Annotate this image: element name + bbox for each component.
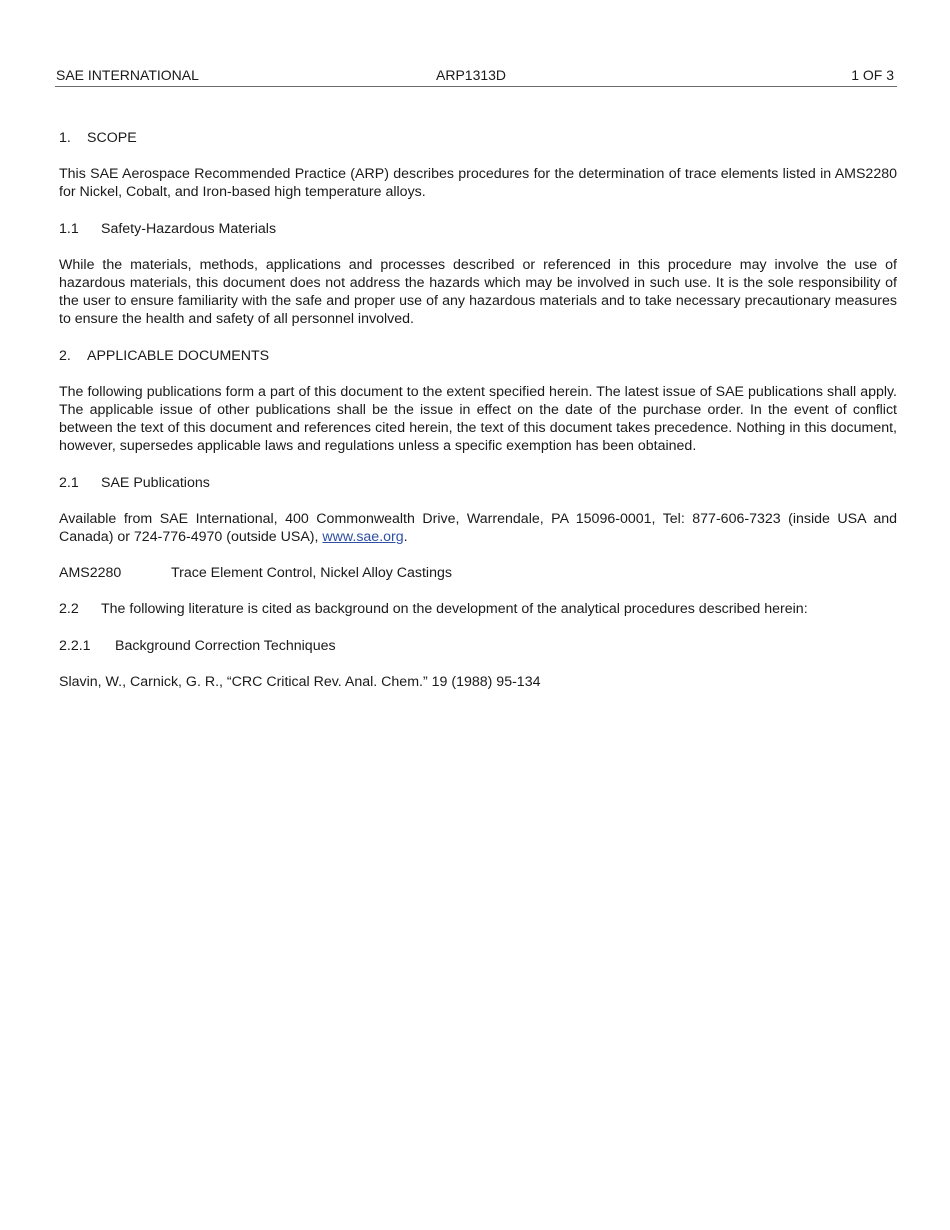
reference-row — [59, 564, 897, 582]
paragraph-text-end: . — [403, 529, 408, 546]
sae-website-link[interactable]: www.sae.org — [322, 529, 404, 546]
section-number: 1. — [59, 130, 71, 146]
section-2-heading — [59, 347, 897, 365]
section-2-2-heading — [59, 600, 897, 618]
header-organization: SAE INTERNATIONAL — [56, 67, 199, 83]
header-page-number: 1 OF 3 — [851, 67, 894, 83]
section-title: The following literature is cited as background on the development of the analytical procedures described herein: — [101, 601, 808, 618]
section-2-paragraph: The following publications form a part of this document to the extent specified herein. The latest issue of SAE publications shall apply. The applicable issue of other publications shall be the issue in effect on the date of the purchase order. In the event of conflict between the text of this document and references cited herein, the text of this document takes precedence. Nothing in this document, however, supersedes applicable laws and regulations unless a specific exemption has been obtained. — [59, 383, 897, 455]
section-1-1-paragraph: While the materials, methods, applications and processes described or referenced in this procedure may involve the use of hazardous materials, this document does not address the hazards which may be involved in such use. It is the sole responsibility of the user to ensure familiarity with the safe and proper use of any hazardous materials and to take necessary precautionary measures to ensure the health and safety of all personnel involved. — [59, 256, 897, 328]
section-title: SCOPE — [87, 130, 137, 146]
paragraph-text: Available from SAE International, 400 Commonwealth Drive, Warrendale, PA 15096-0001, Tel: 877-606-7323 (inside USA and Canada) or 724-776-4970 (outside USA), — [59, 510, 897, 546]
section-2-1-paragraph — [59, 510, 897, 546]
section-2-2-1-heading — [59, 637, 897, 655]
section-1-1-heading — [59, 220, 897, 238]
section-title: SAE Publications — [101, 474, 210, 491]
section-title: Safety-Hazardous Materials — [101, 220, 277, 237]
reference-code: AMS2280 — [59, 565, 122, 582]
section-1-heading — [59, 129, 897, 147]
reference-title: Trace Element Control, Nickel Alloy Castings — [171, 565, 452, 582]
section-number: 2. — [59, 347, 71, 364]
page-header — [55, 67, 897, 87]
document-body — [59, 129, 897, 709]
section-number: 2.2 — [59, 601, 79, 618]
section-title: Background Correction Techniques — [115, 637, 336, 654]
section-number: 1.1 — [59, 220, 79, 237]
section-title: APPLICABLE DOCUMENTS — [87, 347, 270, 364]
section-number: 2.1 — [59, 474, 79, 491]
citation: Slavin, W., Carnick, G. R., “CRC Critical Rev. Anal. Chem.” 19 (1988) 95-134 — [59, 673, 541, 690]
section-2-1-heading — [59, 474, 897, 492]
section-number: 2.2.1 — [59, 637, 91, 654]
header-document-number: ARP1313D — [436, 67, 507, 83]
section-1-paragraph: This SAE Aerospace Recommended Practice (ARP) describes procedures for the determination of trace elements listed in AMS2280 for Nickel, Cobalt, and Iron-based high temperature alloys. — [59, 166, 897, 201]
